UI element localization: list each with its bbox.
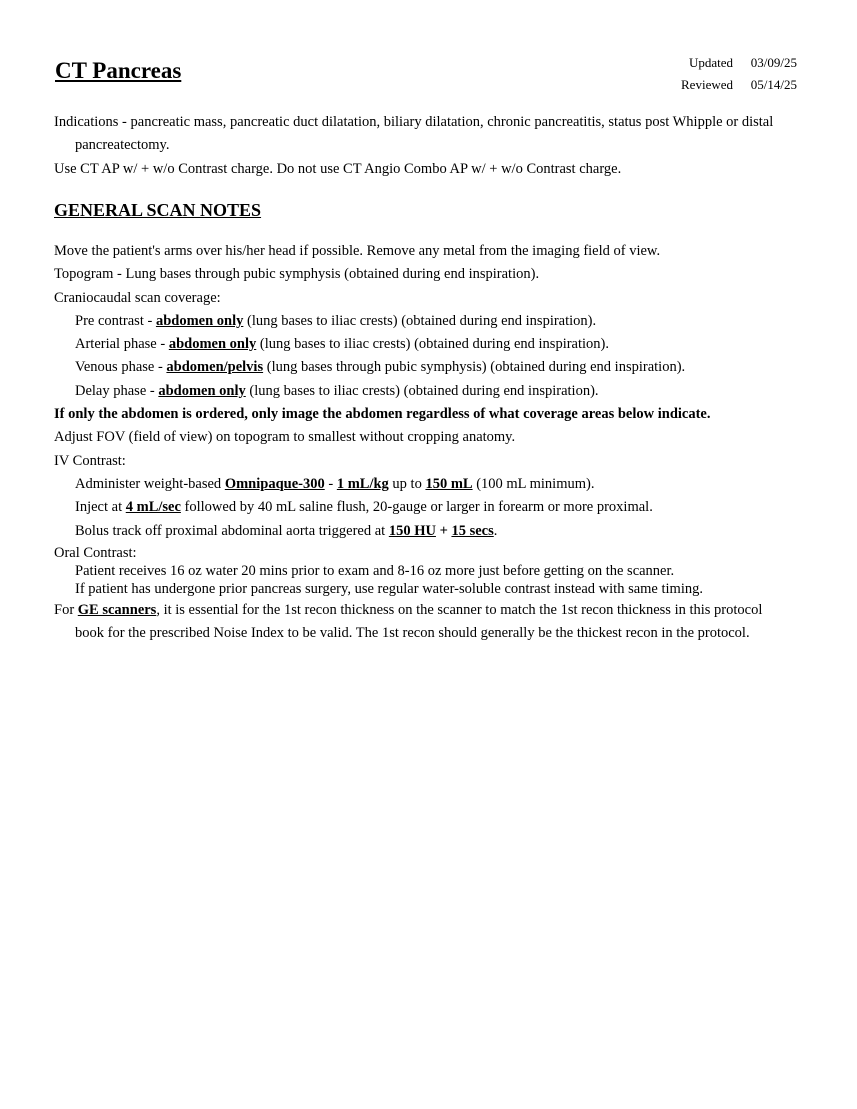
reviewed-date: 05/14/25 (750, 77, 797, 92)
phase-region: abdomen only (158, 382, 246, 399)
revision-dates (671, 52, 797, 96)
contrast-max: 150 mL (425, 475, 473, 492)
phase-arterial: Arterial phase - abdomen only (lung bases to iliac crests) (obtained during end inspiration). (75, 336, 609, 353)
contrast-dose: 1 mL/kg (336, 475, 389, 492)
phase-region: abdomen only (168, 336, 257, 353)
iv-dose-line: Administer weight-based Omnipaque-300 - 1 mL/kg up to 150 mL (100 mL minimum). (75, 475, 595, 492)
iv-rate-line: Inject at 4 mL/sec followed by 40 mL saline flush, 20-gauge or larger in forearm or more proximal. (75, 499, 653, 516)
general-scan-notes-heading: GENERAL SCAN NOTES (54, 200, 262, 220)
phase-region: abdomen only (155, 312, 244, 329)
charge-text: Use CT AP w/ + w/o Contrast charge. Do not use CT Angio Combo AP w/ + w/o Contrast charge. (54, 160, 622, 177)
indications-text: Indications - pancreatic mass, pancreatic duct dilatation, biliary dilatation, chronic pancreatitis, status post Whipple or distal pancreatectomy. (54, 114, 774, 154)
updated-label: Updated (688, 55, 733, 70)
phase-region: abdomen/pelvis (166, 359, 264, 376)
updated-date: 03/09/25 (750, 55, 797, 70)
trigger-hu: 150 HU (388, 522, 436, 539)
trigger-delay: 15 secs (451, 522, 494, 539)
intro-section (54, 111, 774, 181)
iv-contrast-label: IV Contrast: (54, 452, 126, 469)
oral-note-2: If patient has undergone prior pancreas surgery, use regular water-soluble contrast instead with same timing. (75, 580, 703, 597)
reviewed-label: Reviewed (681, 77, 733, 92)
reviewed-row (671, 74, 797, 96)
general-notes-section (54, 240, 774, 645)
injection-rate: 4 mL/sec (125, 499, 181, 516)
phase-pre-contrast: Pre contrast - abdomen only (lung bases to iliac crests) (obtained during end inspiration). (75, 312, 597, 329)
abdomen-only-note: If only the abdomen is ordered, only image the abdomen regardless of what coverage areas below indicate. (54, 406, 711, 423)
contrast-agent: Omnipaque-300 (224, 475, 325, 492)
phase-venous: Venous phase - abdomen/pelvis (lung bases through pubic symphysis) (obtained during end inspiration). (75, 359, 686, 376)
ge-scanners-note: For GE scanners, it is essential for the 1st recon thickness on the scanner to match the 1st recon thickness in this protocol book for the prescribed Noise Index to be valid. The 1st recon should generally be the thickest recon in the protocol. (54, 601, 763, 642)
coverage-label: Craniocaudal scan coverage: (54, 289, 221, 306)
phase-delay: Delay phase - abdomen only (lung bases to iliac crests) (obtained during end inspiration). (75, 382, 599, 399)
iv-bolus-line: Bolus track off proximal abdominal aorta triggered at 150 HU + 15 secs. (75, 522, 498, 539)
oral-contrast-label: Oral Contrast: (54, 544, 137, 561)
updated-row (671, 52, 797, 74)
topogram-note: Topogram - Lung bases through pubic symphysis (obtained during end inspiration). (54, 266, 540, 283)
page-title: CT Pancreas (55, 58, 182, 83)
arms-note: Move the patient's arms over his/her head if possible. Remove any metal from the imaging field of view. (54, 243, 661, 259)
oral-note-1: Patient receives 16 oz water 20 mins prior to exam and 8-16 oz more just before getting on the scanner. (75, 562, 675, 579)
fov-note: Adjust FOV (field of view) on topogram to smallest without cropping anatomy. (54, 429, 516, 446)
ge-scanners-term: GE scanners (77, 601, 157, 618)
